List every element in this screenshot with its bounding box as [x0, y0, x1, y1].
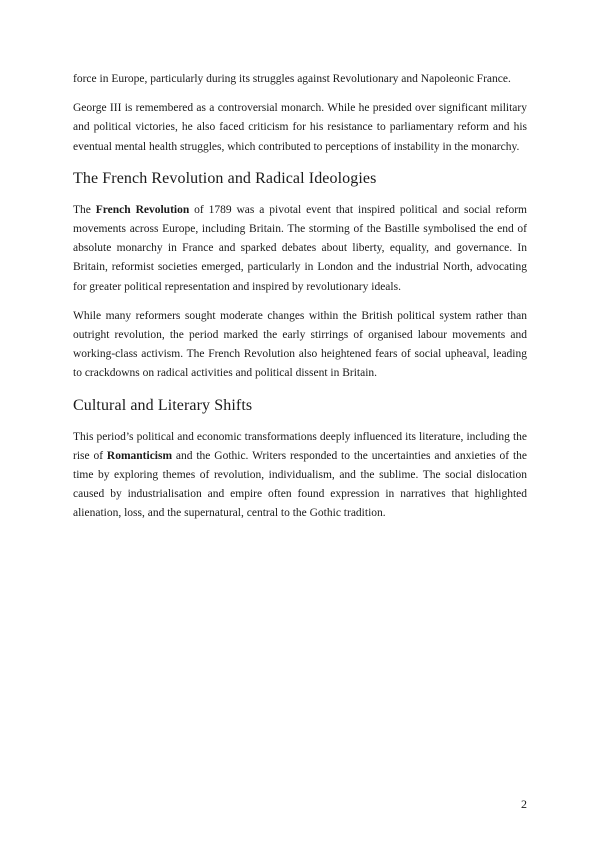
paragraph-reformers: While many reformers sought moderate changes within the British political system rather than outright revolution, the period marked the early stirrings of organised labour movements and working-class activism. The French Revolution also heightened fears of social upheaval, leading to crackdowns on radical activities and political dissent in Britain.: [73, 309, 527, 380]
paragraph-george-iii: George III is remembered as a controversial monarch. While he presided over significant military and political victories, he also faced criticism for his resistance to parliamentary reform and his eventual mental health struggles, which contributed to perceptions of instability in the monarchy.: [73, 102, 527, 153]
french-revolution-heading: The French Revolution and Radical Ideologies: [73, 169, 377, 187]
document-page: [73, 70, 527, 534]
term-french-revolution: French Revolution: [95, 203, 190, 216]
cultural-shifts-heading: Cultural and Literary Shifts: [73, 396, 253, 414]
paragraph-napoleonic: force in Europe, particularly during its struggles against Revolutionary and Napoleonic France.: [73, 73, 511, 85]
paragraph-french-revolution: The French Revolution of 1789 was a pivotal event that inspired political and social reform movements across Europe, including Britain. The storming of the Bastille symbolised the end of absolute monarchy in France and sparked debates about liberty, equality, and governance. In Britain, reformist societies emerged, particularly in London and the industrial North, advocating for greater political representation and inspired by revolutionary ideals.: [73, 203, 527, 293]
term-romanticism: Romanticism: [106, 449, 173, 462]
paragraph-romanticism: This period’s political and economic transformations deeply influenced its literature, including the rise of Romanticism and the Gothic. Writers responded to the uncertainties and anxieties of the time by exploring themes of revolution, individualism, and the sublime. The social dislocation caused by industrialisation and empire often found expression in narratives that highlighted alienation, loss, and the supernatural, central to the Gothic tradition.: [73, 430, 528, 520]
page-number: 2: [521, 797, 527, 811]
